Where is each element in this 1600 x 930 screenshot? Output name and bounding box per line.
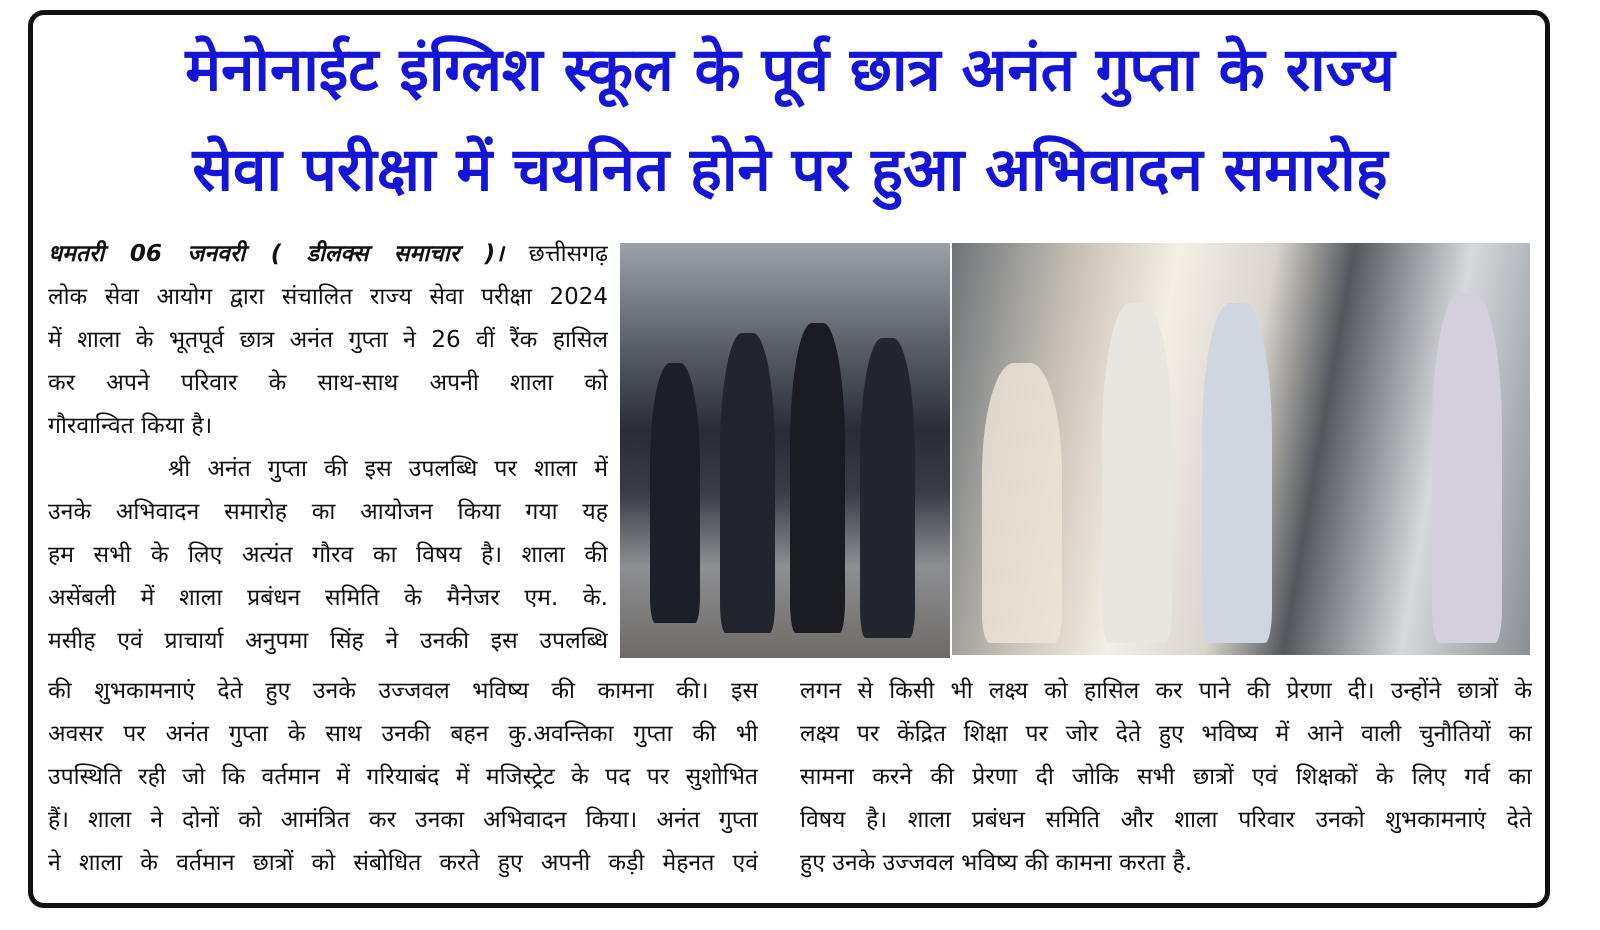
article-line: में शाला के भूतपूर्व छात्र अनंत गुप्ता ने 26 वीं रैंक हासिल (48, 327, 608, 353)
article-line: विषय है। शाला प्रबंधन समिति और शाला परिवार उनको शुभकामनाएं देते (800, 807, 1532, 833)
article-line (48, 233, 608, 276)
article-line: श्री अनंत गुप्ता की इस उपलब्धि पर शाला में (168, 456, 608, 482)
article-line: अवसर पर अनंत गुप्ता के साथ उनकी बहन कु.अवन्तिका गुप्ता की भी (48, 721, 758, 747)
article-column-2 (48, 670, 758, 885)
article-line: ने शाला के वर्तमान छात्रों को संबोधित करते हुए अपनी कड़ी मेहनत एवं (48, 850, 758, 876)
article-line: लोक सेवा आयोग द्वारा संचालित राज्य सेवा परीक्षा 2024 (48, 284, 608, 310)
article-column-3 (800, 670, 1532, 885)
article-line: सामना करने की प्रेरणा दी जोकि सभी छात्रों एवं शिक्षकों के लिए गर्व का (800, 764, 1532, 790)
photo-felicitation (952, 243, 1530, 655)
article-line: हुए उनके उज्जवल भविष्य की कामना करता है. (800, 850, 1193, 876)
article-line: गौरवान्वित किया है। (48, 413, 213, 439)
article-line: हम सभी के लिए अत्यंत गौरव का विषय है। शाला की (48, 542, 608, 568)
article-line: कर अपने परिवार के साथ-साथ अपनी शाला को (48, 370, 608, 396)
article-text: छत्तीसगढ़ (528, 241, 608, 267)
article-line: मसीह एवं प्राचार्या अनुपमा सिंह ने उनकी इस उपलब्धि (48, 628, 608, 654)
headline-line-1: मेनोनाईट इंग्लिश स्कूल के पूर्व छात्र अनंत गुप्ता के राज्य (185, 35, 1395, 105)
photo-students-group (620, 243, 950, 658)
article-line: लक्ष्य पर केंद्रित शिक्षा पर जोर देते हुए भविष्य में आने वाली चुनौतियों का (800, 721, 1532, 747)
article-line: उनके अभिवादन समारोह का आयोजन किया गया यह (48, 499, 608, 525)
article-line: उपस्थिति रही जो कि वर्तमान में गरियाबंद में मजिस्ट्रेट के पद पर सुशोभित (48, 764, 758, 790)
article-line: लगन से किसी भी लक्ष्य को हासिल कर पाने की प्रेरणा दी। उन्होंने छात्रों के (800, 678, 1532, 704)
headline-line-2: सेवा परीक्षा में चयनित होने पर हुआ अभिवादन समारोह (192, 135, 1388, 205)
article-column-1 (48, 233, 608, 663)
article-line: की शुभकामनाएं देते हुए उनके उज्जवल भविष्य की कामना की। इस (48, 678, 758, 704)
article-line: असेंबली में शाला प्रबंधन समिति के मैनेजर एम. के. (48, 585, 608, 611)
dateline: धमतरी 06 जनवरी ( डीलक्स समाचार )। (48, 241, 504, 267)
article-line: हैं। शाला ने दोनों को आमंत्रित कर उनका अभिवादन किया। अनंत गुप्ता (48, 807, 758, 833)
